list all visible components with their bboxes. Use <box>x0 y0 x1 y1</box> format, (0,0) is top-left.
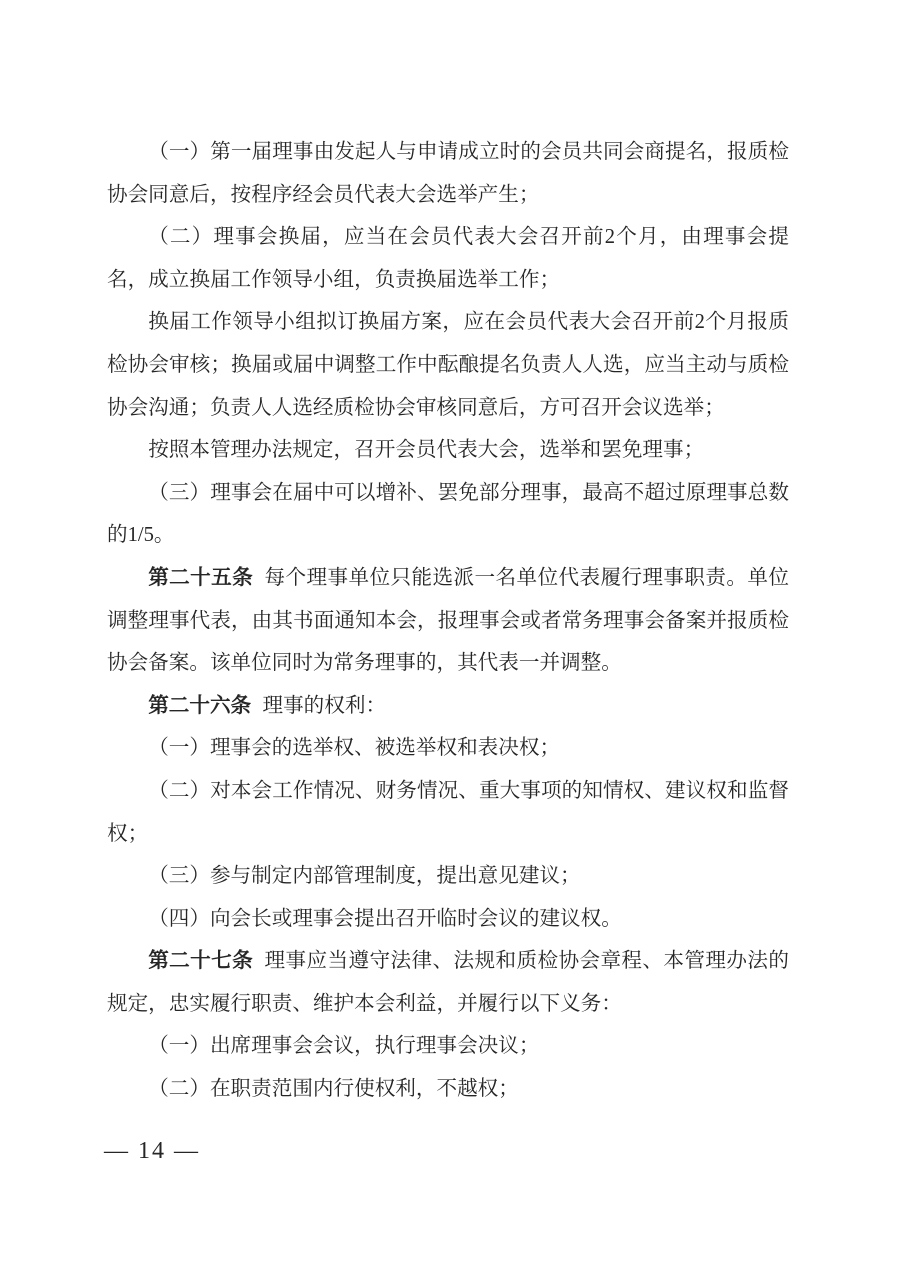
paragraph-article-25 <box>107 557 789 685</box>
paragraph-item-3: （三）理事会在届中可以增补、罢免部分理事，最高不超过原理事总数的1/5。 <box>107 481 789 547</box>
paragraph-article-26 <box>107 685 789 728</box>
paragraph-right-3: （三）参与制定内部管理制度，提出意见建议； <box>148 865 581 888</box>
paragraph-article-27 <box>107 940 789 1025</box>
article-25-text: 每个理事单位只能选派一名单位代表履行理事职责。单位调整理事代表，由其书面通知本会，报理事会或者常务理事会备案并报质检协会备案。该单位同时为常务理事的，其代表一并调整。 <box>107 566 790 675</box>
page-number: — 14 — <box>104 1138 200 1164</box>
paragraph-right-4: （四）向会长或理事会提出召开临时会议的建议权。 <box>148 907 622 930</box>
paragraph-item-1: （一）第一届理事由发起人与申请成立时的会员共同会商提名，报质检协会同意后，按程序经会员代表大会选举产生； <box>107 141 789 206</box>
paragraph-duty-1: （一）出席理事会会议，执行理事会决议； <box>148 1035 540 1058</box>
paragraph-duty-2: （二）在职责范围内行使权利，不越权； <box>148 1078 519 1101</box>
paragraph-right-2: （二）对本会工作情况、财务情况、重大事项的知情权、建议权和监督权； <box>107 779 789 845</box>
article-26-number: 第二十六条 <box>148 694 252 717</box>
paragraph-convene-congress: 按照本管理办法规定，召开会员代表大会，选举和罢免理事； <box>148 439 705 462</box>
article-26-text: 理事的权利： <box>262 694 387 717</box>
article-25-number: 第二十五条 <box>148 566 254 589</box>
article-27-number: 第二十七条 <box>148 950 254 973</box>
paragraph-right-1: （一）理事会的选举权、被选举权和表决权； <box>148 737 561 760</box>
paragraph-leadership-group: 换届工作领导小组拟订换届方案，应在会员代表大会召开前2个月报质检协会审核；换届或届中调整工作中酝酿提名负责人人选，应当主动与质检协会沟通；负责人人选经质检协会审核同意后，方可召开会议选举； <box>107 311 789 419</box>
document-body <box>107 131 789 1111</box>
paragraph-item-2: （二）理事会换届，应当在会员代表大会召开前2个月，由理事会提名，成立换届工作领导小组，负责换届选举工作； <box>107 226 789 291</box>
article-27-text: 理事应当遵守法律、法规和质检协会章程、本管理办法的规定，忠实履行职责、维护本会利益，并履行以下义务： <box>107 950 790 1015</box>
